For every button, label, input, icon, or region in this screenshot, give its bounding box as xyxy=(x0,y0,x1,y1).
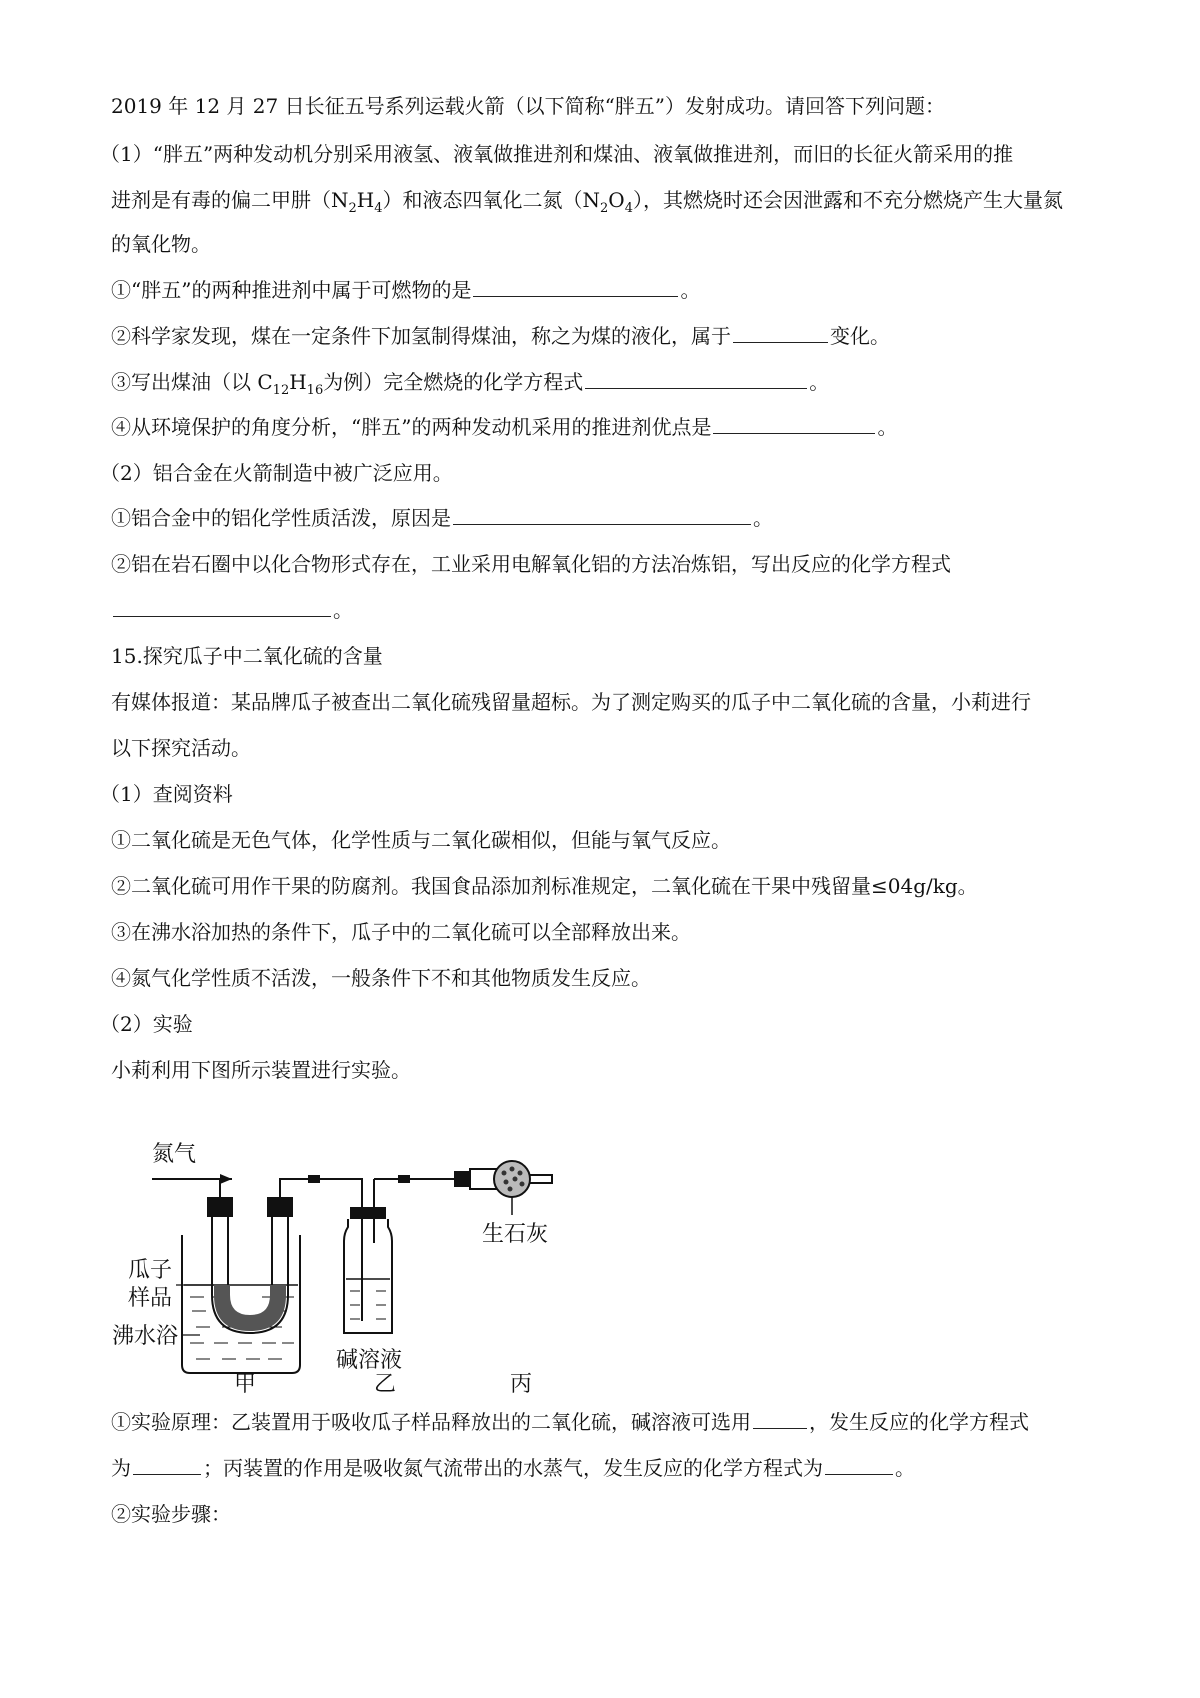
q1-heading-line1: （1）“胖五”两种发动机分别采用液氢、液氧做推进剂和煤油、液氧做推进剂，而旧的长征火箭采用的推 xyxy=(100,142,1014,166)
q1-item1-end: 。 xyxy=(680,278,701,302)
q1-item4-text: ④从环境保护的角度分析，“胖五”的两种发动机采用的推进剂优点是 xyxy=(111,415,712,439)
principle-text-b: ，发生反应的化学方程式 xyxy=(809,1410,1029,1434)
formula-subscript: 4 xyxy=(374,201,383,216)
q1-item4-end: 。 xyxy=(877,415,898,439)
sample-label-line2: 样品 xyxy=(128,1286,173,1311)
formula-subscript: 12 xyxy=(272,383,290,398)
q1-item3-text-b: 为例）完全燃烧的化学方程式 xyxy=(323,370,584,394)
q15-steps-heading: ②实验步骤： xyxy=(111,1502,231,1526)
formula-subscript: 2 xyxy=(600,201,609,216)
q15-intro-line2: 以下探究活动。 xyxy=(111,736,251,760)
q15-part1-heading: （1）查阅资料 xyxy=(100,782,233,806)
answer-blank[interactable] xyxy=(585,368,807,389)
drying-tube-bing xyxy=(410,1161,552,1215)
intro-paragraph: 2019 年 12 月 27 日长征五号系列运载火箭（以下简称“胖五”）发射成功。请回答下列问题： xyxy=(111,94,946,118)
principle-text-a: ①实验原理：乙装置用于吸收瓜子样品释放出的二氧化硫，碱溶液可选用 xyxy=(111,1410,751,1434)
answer-blank[interactable] xyxy=(733,322,828,343)
q15-part2-heading: （2）实验 xyxy=(100,1012,193,1036)
formula-subscript: 2 xyxy=(348,201,357,216)
u-tube xyxy=(207,1179,332,1333)
q1-item2-text: ②科学家发现，煤在一定条件下加氢制得煤油，称之为煤的液化，属于 xyxy=(111,324,731,348)
q2-item2-answer xyxy=(111,596,353,624)
tube-connector xyxy=(398,1175,410,1183)
q1-item4 xyxy=(111,413,897,441)
q2-item2-end: 。 xyxy=(333,598,353,622)
answer-blank[interactable] xyxy=(133,1454,201,1475)
q1-line2-part-a: 进剂是有毒的偏二甲肼（N xyxy=(111,188,349,212)
answer-blank[interactable] xyxy=(473,276,678,297)
q2-item1 xyxy=(111,504,773,532)
q1-line2-part-b: ）和液态四氧化二氮（N xyxy=(382,188,601,212)
alkali-solution-label: 碱溶液 xyxy=(336,1348,403,1373)
label-yi: 乙 xyxy=(374,1372,397,1395)
q1-item1 xyxy=(111,276,700,304)
q1-heading-line3: 的氧化物。 xyxy=(111,232,211,256)
q15-principle-line2 xyxy=(111,1454,915,1482)
wash-bottle-yi xyxy=(344,1207,392,1333)
answer-blank[interactable] xyxy=(753,1408,807,1429)
answer-blank[interactable] xyxy=(113,596,331,617)
principle-text-d: ；丙装置的作用是吸收氮气流带出的水蒸气，发生反应的化学方程式为 xyxy=(203,1456,823,1480)
q1-heading-line2 xyxy=(111,186,1063,214)
q15-intro-line1: 有媒体报道：某品牌瓜子被查出二氧化硫残留量超标。为了测定购买的瓜子中二氧化硫的含量，小莉进行 xyxy=(111,690,1031,714)
q1-item3 xyxy=(111,368,829,396)
q15-experiment-intro: 小莉利用下图所示装置进行实验。 xyxy=(111,1058,411,1082)
q2-item1-end: 。 xyxy=(753,506,773,530)
apparatus-diagram xyxy=(112,1135,632,1395)
formula-element: H xyxy=(289,370,307,394)
q15-info2: ②二氧化硫可用作干果的防腐剂。我国食品添加剂标准规定，二氧化硫在干果中残留量≤04g/kg。 xyxy=(111,874,978,898)
nitrogen-label: 氮气 xyxy=(152,1142,197,1167)
q2-item1-text: ①铝合金中的铝化学性质活泼，原因是 xyxy=(111,506,451,530)
answer-blank[interactable] xyxy=(453,504,751,525)
tube-connector xyxy=(308,1175,320,1183)
answer-blank[interactable] xyxy=(713,413,875,434)
q15-principle-line1 xyxy=(111,1408,1029,1436)
q2-heading: （2）铝合金在火箭制造中被广泛应用。 xyxy=(100,461,453,485)
sample-label-line1: 瓜子 xyxy=(128,1258,173,1283)
formula-subscript: 16 xyxy=(306,383,324,398)
quicklime-label: 生石灰 xyxy=(482,1222,549,1247)
stopper xyxy=(267,1197,293,1217)
water-bath-label: 沸水浴 xyxy=(112,1324,179,1349)
q2-item2: ②铝在岩石圈中以化合物形式存在，工业采用电解氧化铝的方法冶炼铝，写出反应的化学方程式 xyxy=(111,552,951,576)
q1-item3-end: 。 xyxy=(809,370,830,394)
answer-blank[interactable] xyxy=(825,1454,893,1475)
q15-info1: ①二氧化硫是无色气体，化学性质与二氧化碳相似，但能与氧气反应。 xyxy=(111,828,731,852)
q15-title: 15.探究瓜子中二氧化硫的含量 xyxy=(111,644,383,668)
label-bing: 丙 xyxy=(510,1372,533,1395)
stopper xyxy=(207,1197,233,1217)
q1-item2-end: 变化。 xyxy=(830,324,890,348)
label-jia: 甲 xyxy=(234,1372,257,1395)
q1-item1-text: ①“胖五”的两种推进剂中属于可燃物的是 xyxy=(111,278,472,302)
principle-text-e: 。 xyxy=(895,1456,915,1480)
formula-subscript: 4 xyxy=(624,201,633,216)
formula-element: O xyxy=(608,188,625,212)
q1-line2-part-c: ），其燃烧时还会因泄露和不充分燃烧产生大量氮 xyxy=(632,188,1063,212)
formula-element: H xyxy=(356,188,375,212)
q15-info3: ③在沸水浴加热的条件下，瓜子中的二氧化硫可以全部释放出来。 xyxy=(111,920,691,944)
q15-info4: ④氮气化学性质不活泼，一般条件下不和其他物质发生反应。 xyxy=(111,966,651,990)
q1-item3-text: ③写出煤油（以 C xyxy=(111,370,273,394)
q1-item2 xyxy=(111,322,890,350)
principle-text-c: 为 xyxy=(111,1456,131,1480)
sample-granules xyxy=(214,1285,286,1331)
